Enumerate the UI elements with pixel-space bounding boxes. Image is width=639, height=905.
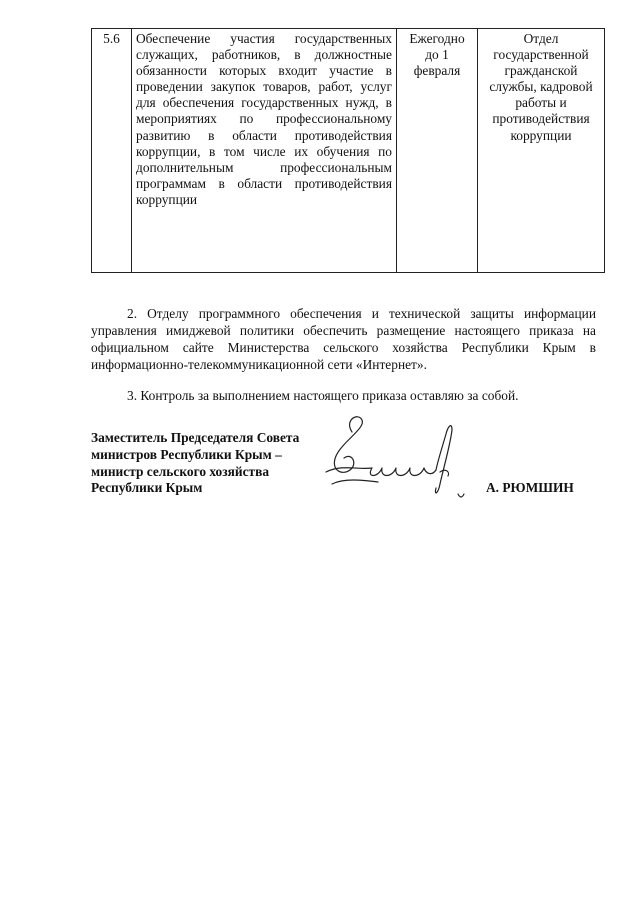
table-row [92,29,605,273]
signatory-title: Заместитель Председателя Совета министров Республики Крым – министр сельского хозяйства Республики Крым [91,430,300,496]
paragraph-2: 2. Отделу программного обеспечения и технической защиты информации управления имиджевой политики обеспечить размещение настоящего приказа на официальном сайте Министерства сельского хозяйства Республики Крым в информационно-телекоммуникационной сети «Интернет». [91,306,596,373]
row-term: Ежегодно до 1 февраля [397,29,478,273]
handwritten-signature [322,412,472,507]
measures-table [91,28,605,273]
signatory-name: А. РЮМШИН [486,480,574,495]
row-responsible: Отдел государственной гражданской службы, кадровой работы и противодействия коррупции [478,29,605,273]
row-number: 5.6 [92,29,132,273]
row-description: Обеспечение участия государственных служащих, работников, в должностные обязанности которых входит участие в проведении закупок товаров, работ, услуг для обеспечения государственных нужд, в мероприятиях по профессиональному развитию в области противодействия коррупции, в том числе их обучения по дополнительным профессиональным программам в области противодействия коррупции [132,29,397,273]
paragraph-3: 3. Контроль за выполнением настоящего приказа оставляю за собой. [127,388,519,404]
